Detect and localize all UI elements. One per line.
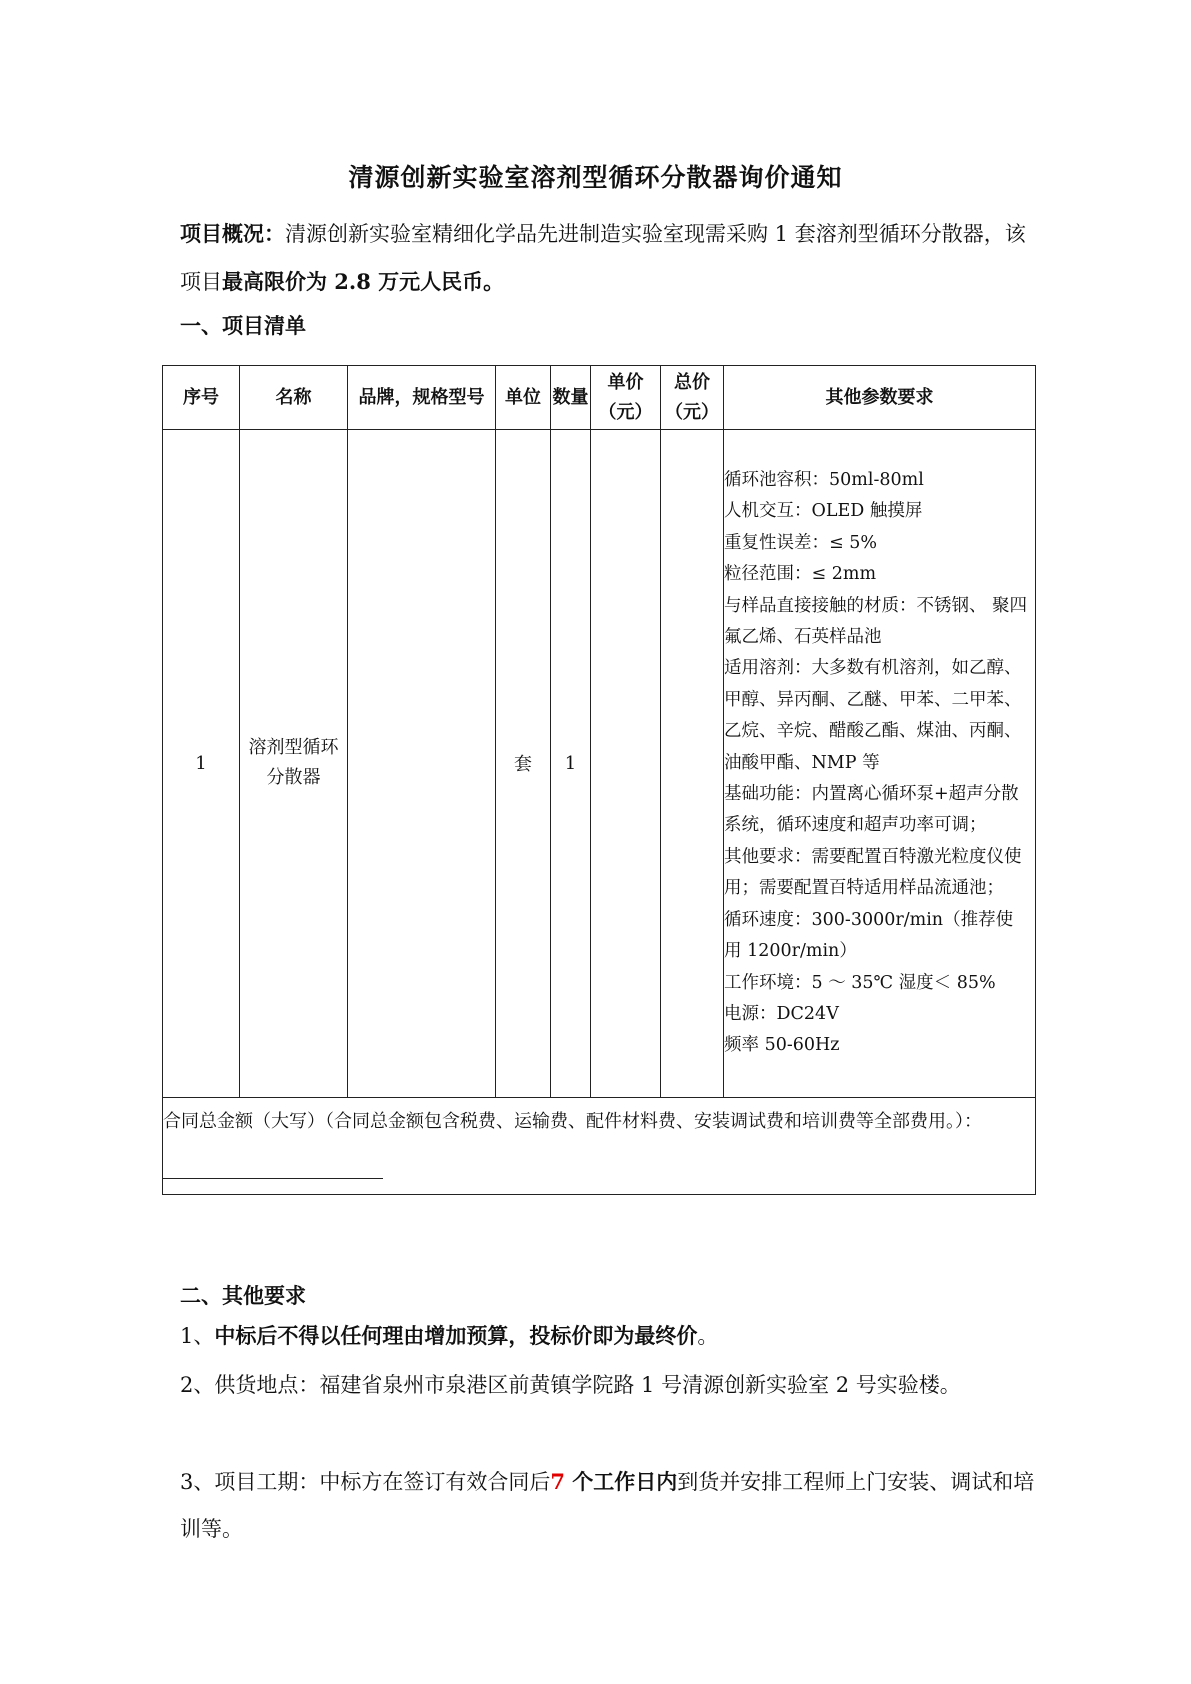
requirement-1 xyxy=(180,1312,1040,1360)
cell-brand xyxy=(348,430,496,1098)
param-line: 频率 50-60Hz xyxy=(724,1035,840,1056)
contract-total-blank[interactable] xyxy=(163,1158,383,1179)
param-line: 基础功能：内置离心循环泵+超声分散系统，循环速度和超声功率可调； xyxy=(724,784,1019,836)
overview-price-limit: 最高限价为 2.8 万元人民币。 xyxy=(222,269,505,294)
cell-qty: 1 xyxy=(551,430,591,1098)
header-brand: 品牌，规格型号 xyxy=(348,366,496,430)
requirement-1-prefix: 1、 xyxy=(180,1324,215,1348)
cell-name: 溶剂型循环分散器 xyxy=(240,430,348,1098)
table-row xyxy=(163,430,1036,1098)
requirement-3-suffix: 到货并安排工程师上门安装、调试和培训等。 xyxy=(180,1470,1035,1541)
requirement-2: 2、供货地点：福建省泉州市泉港区前黄镇学院路 1 号清源创新实验室 2 号实验楼。 xyxy=(180,1373,961,1397)
param-line: 适用溶剂：大多数有机溶剂，如乙醇、甲醇、异丙酮、乙醚、甲苯、二甲苯、乙烷、辛烷、醋酸乙酯、煤油、丙酮、油酸甲酯、NMP 等 xyxy=(724,658,1022,773)
contract-total-cell xyxy=(163,1097,1036,1194)
header-qty: 数量 xyxy=(551,366,591,430)
cell-params xyxy=(724,430,1036,1098)
param-line: 人机交互：OLED 触摸屏 xyxy=(724,501,923,522)
param-line: 循环速度：300-3000r/min（推荐使 用 1200r/min） xyxy=(724,909,1019,962)
project-list-table xyxy=(162,365,1036,1195)
contract-total-label: 合同总金额（大写）（合同总金额包含税费、运输费、配件材料费、安装调试费和培训费等全部费用。）： xyxy=(163,1110,982,1132)
overview-text: 清源创新实验室精细化学品先进制造实验室现需采购 1 套溶剂型循环分散器，该项目 xyxy=(180,222,1026,294)
cell-unit: 套 xyxy=(496,430,551,1098)
header-unit: 单位 xyxy=(496,366,551,430)
project-overview xyxy=(180,210,1040,306)
header-params: 其他参数要求 xyxy=(724,366,1036,430)
param-line: 工作环境：5 ～ 35℃ 湿度＜ 85% xyxy=(724,972,996,993)
param-line: 粒径范围：≤ 2mm xyxy=(724,564,877,585)
param-line: 与样品直接接触的材质：不锈钢、 聚四氟乙烯、石英样品池 xyxy=(724,595,1028,648)
header-seq: 序号 xyxy=(163,366,240,430)
table-total-row xyxy=(163,1097,1036,1194)
header-name: 名称 xyxy=(240,366,348,430)
header-total-price: 总价（元） xyxy=(661,366,724,430)
overview-label: 项目概况： xyxy=(180,221,285,246)
cell-unit-price xyxy=(591,430,661,1098)
param-line: 重复性误差：≤ 5% xyxy=(724,532,877,553)
requirement-3-days: 7 xyxy=(550,1469,565,1494)
table-header-row xyxy=(163,366,1036,430)
requirement-1-suffix: 。 xyxy=(697,1324,719,1348)
cell-seq: 1 xyxy=(163,430,240,1098)
param-line: 其他要求：需要配置百特激光粒度仪使用；需要配置百特适用样品流通池； xyxy=(724,846,1022,899)
header-unit-price: 单价（元） xyxy=(591,366,661,430)
section-other-requirements-heading: 二、其他要求 xyxy=(180,1283,306,1308)
document-title: 清源创新实验室溶剂型循环分散器询价通知 xyxy=(348,163,843,192)
requirement-3-prefix: 3、项目工期：中标方在签订有效合同后 xyxy=(180,1470,551,1494)
cell-total-price xyxy=(661,430,724,1098)
section-project-list-heading: 一、项目清单 xyxy=(180,313,306,338)
param-line: 电源：DC24V xyxy=(724,1003,839,1024)
param-line: 循环池容积：50ml-80ml xyxy=(724,470,924,490)
requirement-3 xyxy=(180,1458,1040,1553)
requirement-1-bold: 中标后不得以任何理由增加预算，投标价即为最终价 xyxy=(214,1323,698,1348)
requirement-3-bold: 个工作日内 xyxy=(564,1469,678,1494)
